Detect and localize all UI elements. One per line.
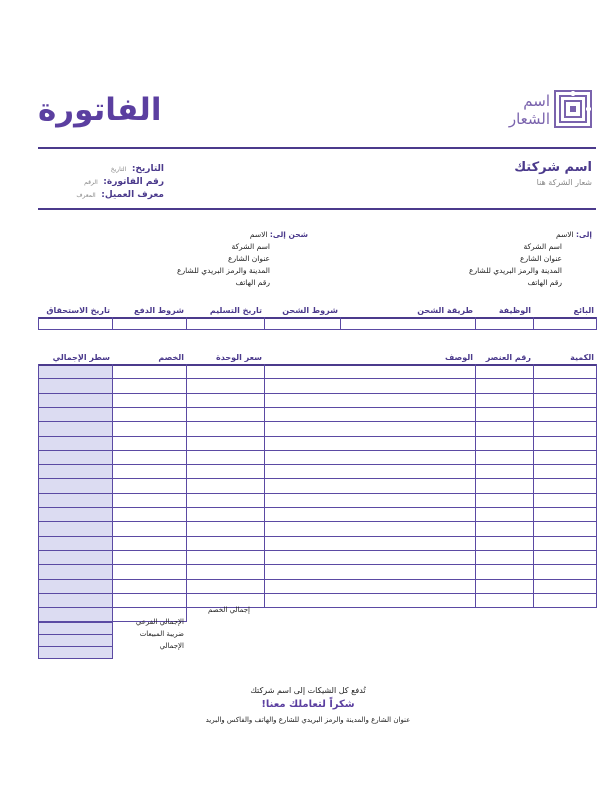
logo-line-1: اسم bbox=[523, 92, 550, 110]
items-row-rule bbox=[38, 464, 596, 465]
items-row-rule bbox=[38, 407, 596, 408]
ship-to-phone: رقم الهاتف bbox=[235, 278, 270, 287]
customer-id-label: معرف العميل: bbox=[101, 190, 164, 200]
shipping-column-divider bbox=[38, 317, 39, 330]
line-total-column-shade bbox=[38, 364, 112, 607]
meta-customer-id bbox=[76, 189, 164, 202]
items-column-divider bbox=[264, 364, 265, 608]
items-column-divider bbox=[533, 364, 534, 608]
company-slogan: شعار الشركة هنا bbox=[536, 178, 592, 187]
date-label: التاريخ: bbox=[131, 164, 164, 174]
shipping-header-cell: البائع bbox=[573, 306, 594, 315]
sales-tax-label: ضريبة المبيعات bbox=[139, 630, 184, 638]
shipping-header-cell: تاريخ التسليم bbox=[209, 306, 262, 315]
items-header-rule bbox=[38, 364, 596, 366]
shipping-header-cell: طريقة الشحن bbox=[417, 306, 473, 315]
ship-to-block bbox=[177, 229, 308, 289]
invoice-title: الفاتورة bbox=[38, 92, 162, 128]
items-row-rule bbox=[38, 450, 596, 451]
shipping-column-divider bbox=[112, 317, 113, 330]
items-row-rule bbox=[38, 593, 596, 594]
shipping-column-divider bbox=[475, 317, 476, 330]
items-row-rule bbox=[38, 378, 596, 379]
ship-to-street: عنوان الشارع bbox=[227, 254, 270, 263]
invoice-number-label: رقم الفاتورة: bbox=[103, 177, 164, 187]
meta-date bbox=[76, 163, 164, 176]
items-row-rule bbox=[38, 436, 596, 437]
customer-id-value: المعرف bbox=[76, 192, 96, 199]
items-header-cell: الخصم bbox=[158, 353, 184, 362]
items-header-cell: رقم العنصر bbox=[485, 353, 531, 362]
shipping-header-cell: الوظيفة bbox=[498, 306, 531, 315]
ship-to-company: اسم الشركة bbox=[231, 242, 270, 251]
items-header-cell: الوصف bbox=[444, 353, 473, 362]
shipping-header-cell: شروط الشحن bbox=[282, 306, 338, 315]
totals-row-rule bbox=[38, 646, 113, 647]
items-header-cell: الكمية bbox=[570, 353, 594, 362]
shipping-column-divider bbox=[340, 317, 341, 330]
shipping-header-cell: شروط الدفع bbox=[134, 306, 184, 315]
header-divider bbox=[38, 147, 596, 149]
shipping-column-divider bbox=[264, 317, 265, 330]
items-row-rule bbox=[38, 536, 596, 537]
items-column-divider bbox=[112, 364, 113, 608]
ship-to-label: شحن إلى: bbox=[269, 230, 308, 239]
bill-to-phone: رقم الهاتف bbox=[527, 278, 562, 287]
invoice-meta bbox=[76, 163, 164, 202]
items-row-rule bbox=[38, 521, 596, 522]
items-row-rule bbox=[38, 550, 596, 551]
company-contact-line: عنوان الشارع والمدينة والرمز البريدي للشارع والهاتف والفاكس والبريد bbox=[205, 716, 411, 724]
items-row-rule bbox=[38, 421, 596, 422]
bill-to-name: الاسم bbox=[555, 230, 574, 239]
bill-to-street: عنوان الشارع bbox=[519, 254, 562, 263]
shipping-column-divider bbox=[596, 317, 597, 330]
items-column-divider bbox=[596, 364, 597, 608]
meta-invoice-number bbox=[76, 176, 164, 189]
items-row-rule bbox=[38, 507, 596, 508]
items-column-divider bbox=[38, 364, 39, 608]
items-row-rule bbox=[38, 564, 596, 565]
date-value: التاريخ bbox=[110, 166, 127, 173]
shipping-header-cell: تاريخ الاستحقاق bbox=[46, 306, 110, 315]
total-label: الإجمالي bbox=[159, 642, 184, 650]
bill-to-block bbox=[469, 229, 592, 289]
checks-payable-note: تُدفع كل الشيكات إلى اسم شركتك bbox=[250, 686, 366, 695]
ship-to-name-row bbox=[177, 229, 308, 241]
logo-line-2: الشعار bbox=[508, 110, 550, 128]
ship-to-name: الاسم bbox=[249, 230, 268, 239]
logo-maze-icon bbox=[554, 90, 592, 128]
shipping-header-rule bbox=[38, 317, 596, 319]
bill-to-label: إلى: bbox=[576, 230, 592, 239]
items-header-cell: سطر الإجمالي bbox=[52, 353, 110, 362]
logo-text bbox=[486, 92, 550, 128]
shipping-bottom-rule bbox=[38, 329, 596, 330]
totals-row-rule bbox=[38, 634, 113, 635]
bill-to-city: المدينة والرمز البريدي للشارع bbox=[469, 266, 562, 275]
items-row-rule bbox=[38, 478, 596, 479]
items-row-rule bbox=[38, 493, 596, 494]
items-row-rule bbox=[38, 393, 596, 394]
bill-to-name-row bbox=[469, 229, 592, 241]
totals-box bbox=[38, 622, 113, 659]
items-row-rule bbox=[38, 579, 596, 580]
shipping-column-divider bbox=[533, 317, 534, 330]
section-divider bbox=[38, 208, 596, 210]
company-name: اسم شركتك bbox=[514, 160, 592, 175]
discount-total-label: إجمالي الخصم bbox=[208, 606, 250, 614]
subtotal-label: الإجمالي الفرعي bbox=[135, 618, 184, 626]
thank-you-message: شكراً لتعاملك معنا! bbox=[261, 699, 355, 710]
ship-to-city: المدينة والرمز البريدي للشارع bbox=[177, 266, 270, 275]
items-column-divider bbox=[186, 364, 187, 608]
items-column-divider bbox=[475, 364, 476, 608]
items-header-cell: سعر الوحدة bbox=[215, 353, 262, 362]
shipping-column-divider bbox=[186, 317, 187, 330]
bill-to-company: اسم الشركة bbox=[523, 242, 562, 251]
invoice-number-value: الرقم bbox=[84, 179, 98, 186]
